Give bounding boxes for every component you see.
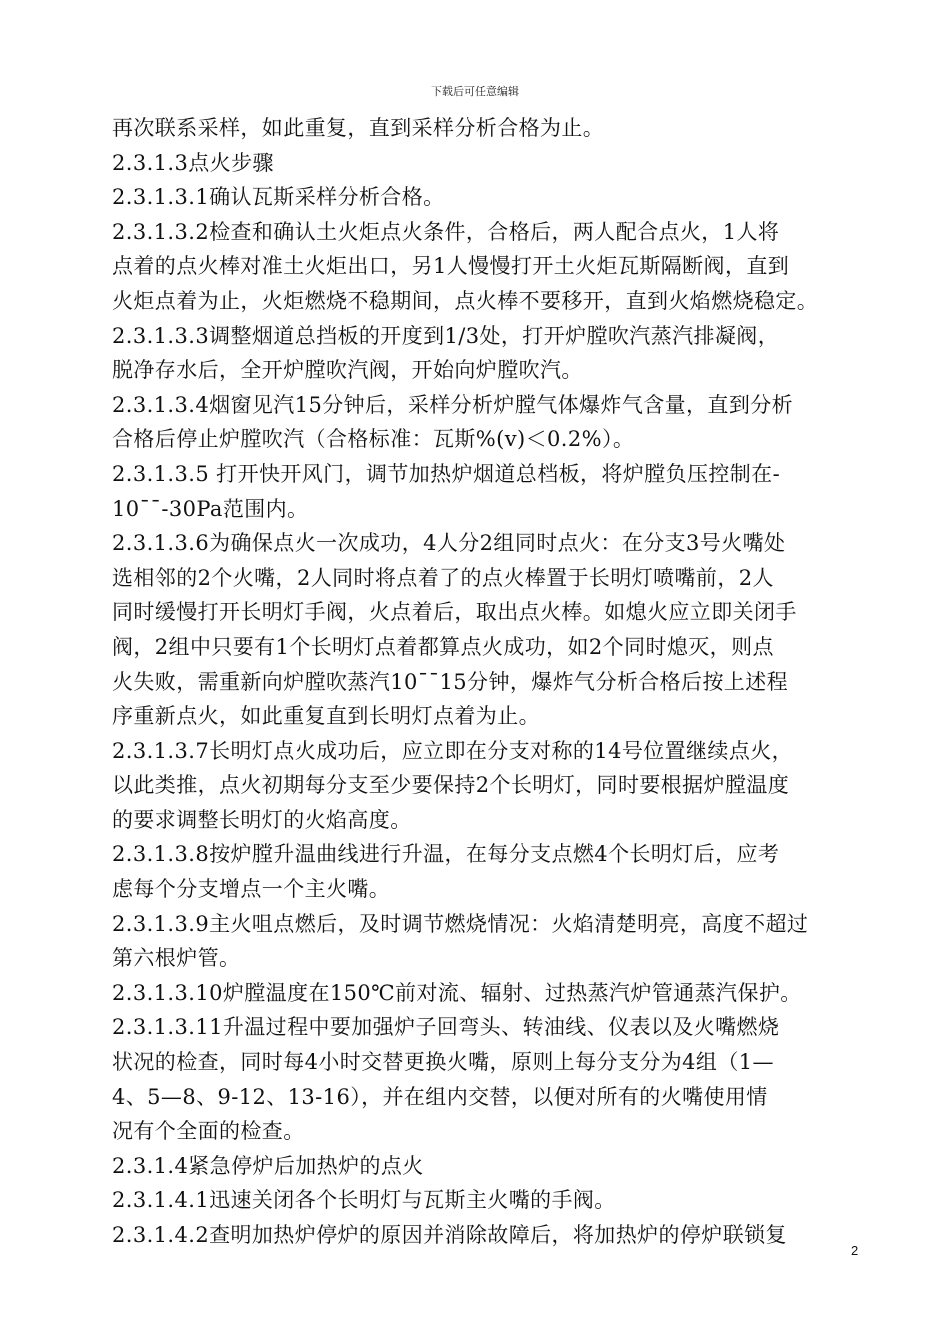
text-line: 2.3.1.4.1迅速关闭各个长明灯与瓦斯主火嘴的手阀。 xyxy=(112,1188,616,1213)
text-line: 点着的点火棒对准土火炬出口，另1人慢慢打开土火炬瓦斯隔断阀，直到 xyxy=(112,254,790,279)
text-line: 2.3.1.3.10炉膛温度在150℃前对流、辐射、过热蒸汽炉管通蒸汽保护。 xyxy=(112,980,802,1005)
document-body xyxy=(112,111,864,1253)
text-line: 第六根炉管。 xyxy=(112,946,241,971)
text-line: 2.3.1.3.6为确保点火一次成功，4人分2组同时点火：在分支3号火嘴处 xyxy=(112,531,786,556)
text-line: 2.3.1.3.5 打开快开风门，调节加热炉烟道总档板，将炉膛负压控制在- xyxy=(112,461,781,486)
text-line: 的要求调整长明灯的火焰高度。 xyxy=(112,807,412,832)
text-line: 2.3.1.3.7长明灯点火成功后，应立即在分支对称的14号位置继续点火， xyxy=(112,738,794,763)
text-line: 2.3.1.3.4烟窗见汽15分钟后，采样分析炉膛气体爆炸气含量，直到分析 xyxy=(112,392,794,417)
page-number: 2 xyxy=(851,1243,859,1258)
text-line: 同时缓慢打开长明灯手阀，火点着后，取出点火棒。如熄火应立即关闭手 xyxy=(112,600,797,625)
section-heading: 2.3.1.3点火步骤 xyxy=(112,150,274,175)
text-line: 序重新点火，如此重复直到长明灯点着为止。 xyxy=(112,704,540,729)
section-heading: 2.3.1.4紧急停炉后加热炉的点火 xyxy=(112,1153,424,1178)
page-header: 下载后可任意编辑 xyxy=(431,85,519,98)
text-line: 2.3.1.3.8按炉膛升温曲线进行升温，在每分支点燃4个长明灯后，应考 xyxy=(112,842,780,867)
text-line: 脱净存水后，全开炉膛吹汽阀，开始向炉膛吹汽。 xyxy=(112,358,583,383)
text-line: 2.3.1.4.2查明加热炉停炉的原因并消除故障后，将加热炉的停炉联锁复 xyxy=(112,1223,787,1247)
text-line: 状况的检查，同时每4小时交替更换火嘴，原则上每分支分为4组（1— xyxy=(112,1050,774,1075)
text-line: 2.3.1.3.1确认瓦斯采样分析合格。 xyxy=(112,185,445,210)
text-line: 虑每个分支增点一个主火嘴。 xyxy=(112,877,391,902)
text-line: 火炬点着为止，火炬燃烧不稳期间，点火棒不要移开，直到火焰燃烧稳定。 xyxy=(112,288,819,313)
text-line: 4、5—8、9-12、13-16），并在组内交替，以便对所有的火嘴使用情 xyxy=(112,1084,768,1109)
text-line: 选相邻的2个火嘴，2人同时将点着了的点火棒置于长明灯喷嘴前，2人 xyxy=(112,565,774,590)
text-line: 2.3.1.3.2检查和确认土火炬点火条件，合格后，两人配合点火，1人将 xyxy=(112,219,780,244)
text-line: 2.3.1.3.11升温过程中要加强炉子回弯头、转油线、仪表以及火嘴燃烧 xyxy=(112,1015,780,1040)
text-line: 况有个全面的检查。 xyxy=(112,1119,305,1144)
text-line: 2.3.1.3.3调整烟道总挡板的开度到1/3处，打开炉膛吹汽蒸汽排凝阀， xyxy=(112,323,780,348)
text-line: 10¯¯-30Pa范围内。 xyxy=(112,496,309,521)
text-line: 以此类推，点火初期每分支至少要保持2个长明灯，同时要根据炉膛温度 xyxy=(112,773,790,798)
text-line: 再次联系采样，如此重复，直到采样分析合格为止。 xyxy=(112,116,605,140)
text-line: 2.3.1.3.9主火咀点燃后，及时调节燃烧情况：火焰清楚明亮，高度不超过 xyxy=(112,911,809,936)
text-line: 火失败，需重新向炉膛吹蒸汽10¯¯15分钟，爆炸气分析合格后按上述程 xyxy=(112,669,789,694)
text-line: 阀，2组中只要有1个长明灯点着都算点火成功，如2个同时熄灭，则点 xyxy=(112,634,774,659)
text-line: 合格后停止炉膛吹汽（合格标准：瓦斯%(v)＜0.2%）。 xyxy=(112,427,635,452)
